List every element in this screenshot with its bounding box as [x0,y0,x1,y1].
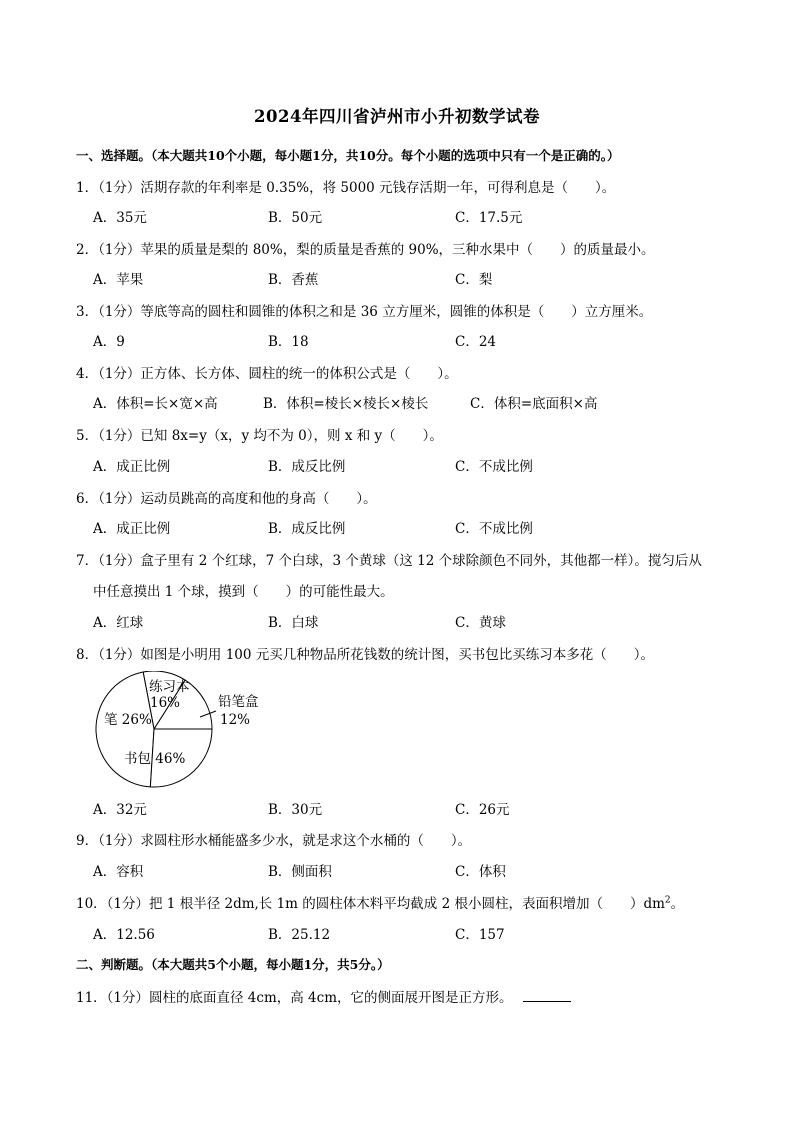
option-a: A．成正比例 [93,459,171,475]
option-c: C．17.5元 [455,210,523,226]
question-7-continued: 中任意摸出 1 个球，摸到（ ）的可能性最大。 [93,584,394,600]
superscript: 2 [664,895,671,906]
options-7 [93,611,743,631]
option-b: B．体积=棱长×棱长×棱长 [263,396,429,412]
option-a: A．12.56 [93,927,155,943]
options-4 [93,392,743,412]
slice-label-exercise-book: 练习本 [149,679,190,695]
section-heading-choice: 一、选择题。（本大题共10个小题，每小题1分，共10分。每个小题的选项中只有一个是正确的。） [76,148,620,163]
question-8: 8．（1分）如图是小明用 100 元买几种物品所花钱数的统计图，买书包比买练习本多花（ ）。 [76,647,655,663]
option-c: C．26元 [455,802,510,818]
option-a: A．容积 [93,864,144,880]
option-c: C．157 [455,927,505,943]
option-a: A．体积=长×宽×高 [93,396,218,412]
option-c: C．不成比例 [455,459,533,475]
question-10-text: 10．（1分）把 1 根半径 2dm,长 1m 的圆柱体木料平均截成 2 根小圆柱，表面积增加（ ）dm [76,896,665,912]
option-b: B．香蕉 [268,272,319,288]
options-1 [93,206,743,226]
question-6: 6．（1分）运动员跳高的高度和他的身高（ ）。 [76,491,377,507]
option-a: A．苹果 [93,272,144,288]
question-9: 9．（1分）求圆柱形水桶能盛多少水，就是求这个水桶的（ ）。 [76,833,472,849]
option-c: C．梨 [455,272,493,288]
question-5: 5．（1分）已知 8x=y（x，y 均不为 0），则 x 和 y（ ）。 [76,428,443,444]
question-2: 2．（1分）苹果的质量是梨的 80%，梨的质量是香蕉的 90%，三种水果中（ ）的质量最小。 [76,242,655,258]
option-b: B．50元 [268,210,323,226]
option-a: A．32元 [93,802,147,818]
option-c: C．体积 [455,864,506,880]
options-2 [93,268,743,288]
question-4: 4．（1分）正方体、长方体、圆柱的统一的体积公式是（ ）。 [76,366,458,382]
option-b: B．25.12 [268,927,331,943]
options-9 [93,860,743,880]
options-8 [93,798,743,818]
question-10-tail: 。 [670,896,685,912]
question-11 [76,986,571,1006]
options-3 [93,330,743,350]
slice-value-pen: 笔 26% [104,712,152,728]
option-a: A．9 [93,334,125,350]
page-title: 2024年四川省泸州市小升初数学试卷 [254,107,540,126]
question-1: 1．（1分）活期存款的年利率是 0.35%，将 5000 元钱存活期一年，可得利息是（ ）。 [76,180,616,196]
option-b: B．30元 [268,802,323,818]
question-7: 7．（1分）盒子里有 2 个红球，7 个白球，3 个黄球（这 12 个球除颜色不同外，其他都一样）。搅匀后从 [76,553,702,569]
option-b: B．成反比例 [268,521,346,537]
option-c: C．24 [455,334,497,350]
pie-slice-schoolbag [96,672,154,787]
answer-blank[interactable] [523,987,571,1002]
options-10 [93,923,743,943]
options-5 [93,455,743,475]
option-a: A．35元 [93,210,147,226]
slice-value-pencil-box: 12% [220,712,251,728]
question-10 [76,892,684,912]
option-b: B．白球 [268,615,319,631]
question-3: 3．（1分）等底等高的圆柱和圆锥的体积之和是 36 立方厘米，圆锥的体积是（ ）立方厘米。 [76,304,653,320]
slice-label-pencil-box: 铅笔盒 [218,694,259,710]
option-a: A．红球 [93,615,144,631]
option-c: C．体积=底面积×高 [470,396,598,412]
option-b: B．成反比例 [268,459,346,475]
option-c: C．黄球 [455,615,506,631]
question-11-text: 11．（1分）圆柱的底面直径 4cm，高 4cm，它的侧面展开图是正方形。 [76,990,513,1006]
option-b: B．侧面积 [268,864,332,880]
option-c: C．不成比例 [455,521,533,537]
pie-chart [92,671,272,791]
option-b: B．18 [268,334,309,350]
option-a: A．成正比例 [93,521,171,537]
section-heading-judge: 二、判断题。（本大题共5个小题，每小题1分，共5分。） [76,957,390,972]
options-6 [93,517,743,537]
slice-value-exercise-book: 16% [150,695,181,711]
slice-value-schoolbag: 书包 46% [124,751,186,767]
